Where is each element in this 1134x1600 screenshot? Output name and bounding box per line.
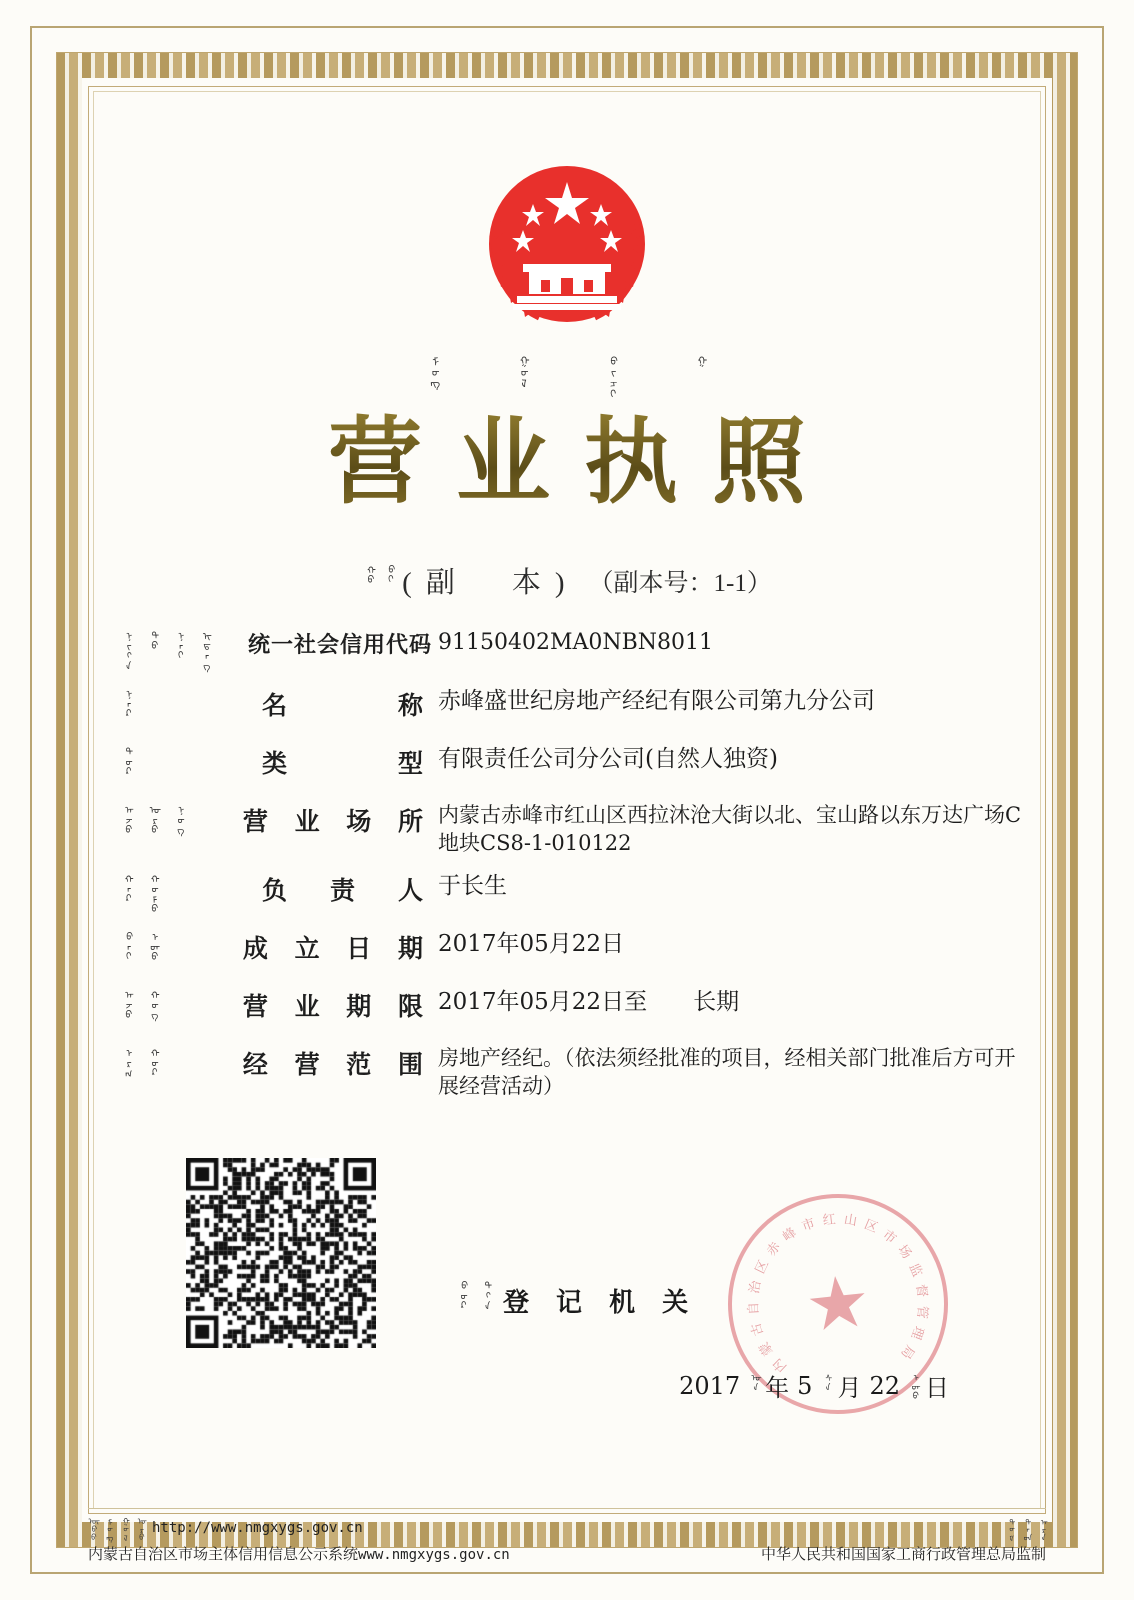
field-label-group [120, 802, 432, 846]
company-type-label: 类 型 [261, 749, 432, 778]
mongolian-glyph: ᠪᠠᠢ [120, 931, 131, 962]
copy-type-label: (副 本) [402, 567, 579, 599]
field-row-legal-representative [120, 871, 1024, 915]
mongolian-glyph: ᠥᠪᠦ [88, 1517, 97, 1541]
mongolian-label [120, 987, 235, 1031]
establishment-date-label: 成 立 日 期 [242, 934, 432, 964]
field-label-group [120, 929, 432, 973]
seal-text: 内 蒙 古 自 治 区 赤 峰 市 红 山 区 市 场 监 督 管 理 局 [746, 1212, 930, 1375]
mongolian-glyph: ᠠᠷᠠ [1038, 1517, 1047, 1541]
field-row-company-name [120, 686, 1024, 730]
field-row-company-type [120, 744, 1024, 788]
mongolian-glyph: ᠢᠲᠡᠭ [198, 630, 209, 670]
mongolian-label [120, 802, 235, 846]
business-address-label: 营 业 场 所 [242, 807, 432, 836]
mongolian-glyph: ᠬᠦᠷ [146, 1047, 157, 1078]
mongolian-glyph: ᠡᠷᠬ [120, 1047, 131, 1078]
mongolian-glyph: ᠮᠣᠩ [427, 355, 440, 388]
footer-divider [88, 1508, 1046, 1509]
mongolian-label [120, 686, 254, 730]
legal-representative-label: 负 责 人 [261, 876, 432, 906]
footer-right-mongolian [1006, 1517, 1046, 1539]
mongolian-glyph: ᠣᠨ [748, 1372, 759, 1391]
mongolian-label [120, 929, 235, 973]
qr-code[interactable] [186, 1158, 376, 1348]
field-row-business-term [120, 987, 1024, 1031]
business-address-value: 内蒙古赤峰市红山区西拉沐沧大街以北、宝山路以东万达广场C地块CS8-1-010122 [438, 803, 1022, 855]
national-emblem-icon [467, 148, 667, 340]
field-label-group [120, 744, 432, 788]
business-term-value: 2017年05月22日至 长期 [438, 989, 740, 1016]
mongolian-glyph: ᠠᠵᠤ [120, 804, 131, 834]
document-title: 营业执照 [0, 412, 1134, 514]
issue-month-unit: 月 [837, 1374, 862, 1402]
field-row-establishment-date [120, 929, 1024, 973]
mongolian-glyph: ᠪᠦᠷ [455, 1280, 466, 1310]
mongolian-glyph: ᠬᠦᠮᠦ [146, 873, 157, 914]
field-label-group [120, 1045, 432, 1089]
mongolian-label [120, 871, 254, 915]
mongolian-label [120, 1045, 235, 1089]
unified-social-credit-code-label: 统一社会信用代码 [247, 632, 432, 658]
footer-url[interactable]: http://www.nmgxygs.gov.cn [152, 1520, 363, 1536]
emblem-container [0, 148, 1134, 340]
company-type-value: 有限责任公司分公司(自然人独资) [438, 746, 778, 772]
mongolian-glyph: ᠭ [694, 355, 707, 366]
mongolian-glyph: ᠨᠢᠭᠡ [120, 630, 131, 670]
mongolian-glyph: ᠪᠢ [382, 563, 394, 584]
company-name-label: 名 称 [261, 691, 432, 720]
footer-system-name: 内蒙古自治区市场主体信用信息公示系统 [88, 1545, 359, 1563]
mongolian-glyph: ᠨᠡᠢ [172, 630, 183, 660]
field-row-business-address [120, 802, 1024, 857]
registry-authority-label: 登 记 机 关 [503, 1287, 698, 1318]
mongolian-glyph: ᠡᠳᠦ [908, 1372, 918, 1400]
mongolian-glyph: ᠳᠦ [146, 630, 157, 650]
field-row-business-scope [120, 1045, 1024, 1100]
business-scope-label: 经 营 范 围 [242, 1050, 432, 1080]
business-scope-value: 房地产经纪。（依法须经批准的项目，经相关部门批准后方可开展经营活动） [438, 1046, 1016, 1099]
footer [88, 1508, 1046, 1564]
footer-left-mongolian [88, 1517, 363, 1539]
mongolian-glyph: ᠲᠬᠡ [479, 1280, 490, 1310]
field-label-group [120, 686, 432, 730]
field-label-group [120, 987, 432, 1031]
establishment-date-value: 2017年05月22日 [438, 931, 625, 958]
field-label-group [120, 628, 432, 672]
issue-day-unit: 日 [925, 1374, 949, 1402]
mongolian-glyph: ᠣᠷᠣ [146, 804, 157, 834]
mongolian-glyph: ᠳᠤᠮ [1006, 1517, 1015, 1541]
footer-system-url[interactable]: www.nmgxygs.gov.cn [358, 1547, 510, 1563]
issue-date-row [679, 1368, 949, 1403]
mongolian-glyph: ᠡᠳᠦ [146, 931, 157, 962]
issue-year: 2017 [679, 1371, 741, 1400]
field-row-unified-social-credit-code [120, 628, 1024, 672]
footer-system-info [88, 1543, 510, 1564]
mongolian-glyph: ᠪᠢᠴᠢ [605, 355, 618, 399]
field-label-group [120, 871, 432, 915]
mongolian-glyph: ᠬᠤᠭ [146, 989, 157, 1020]
mongolian-glyph: ᠰᠠ [820, 1372, 831, 1391]
mongolian-glyph: ᠭᠣᠯ [120, 1517, 129, 1541]
issue-year-unit: 年 [765, 1374, 790, 1402]
footer-issuer: 中华人民共和国国家工商行政管理总局监制 [760, 1545, 1046, 1563]
mongolian-glyph: ᠠᠵᠤ [120, 989, 131, 1020]
mongolian-title-strips [0, 355, 1134, 401]
mongolian-glyph: ᠬᠠᠷ [120, 873, 131, 904]
footer-top-row [88, 1517, 1046, 1539]
mongolian-glyph: ᠳᠠᠳ [1022, 1517, 1031, 1541]
mongolian-glyph: ᠨᠡᠷ [120, 688, 131, 718]
unified-social-credit-code-value: 91150402MA0NBN8011 [438, 630, 714, 655]
issue-month: 5 [797, 1371, 813, 1400]
copy-number-label: （副本号：1-1） [588, 569, 772, 597]
mongolian-label [120, 628, 240, 672]
company-name-value: 赤峰盛世纪房地产经纪有限公司第九分公司 [438, 688, 875, 714]
mongolian-glyph: ᠣᠷᠣ [136, 1517, 145, 1541]
business-term-label: 营 业 期 限 [242, 992, 432, 1022]
registry-authority-row [455, 1280, 697, 1320]
license-fields [120, 628, 1024, 1115]
document-subtitle-row [0, 560, 1134, 601]
mongolian-glyph: ᠭᠣᠯ [516, 355, 529, 388]
mongolian-glyph: ᠬᠤ [362, 563, 374, 584]
seal-star-icon: ★ [801, 1260, 875, 1348]
mongolian-glyph: ᠲᠥᠷ [120, 746, 131, 776]
mongolian-glyph: ᠮᠣᠩ [104, 1517, 113, 1541]
footer-bottom-row [88, 1543, 1046, 1564]
issue-day: 22 [869, 1371, 900, 1400]
legal-representative-value: 于长生 [438, 873, 507, 900]
mongolian-label [120, 744, 254, 788]
mongolian-glyph: ᠨᠤᠭ [172, 804, 183, 834]
